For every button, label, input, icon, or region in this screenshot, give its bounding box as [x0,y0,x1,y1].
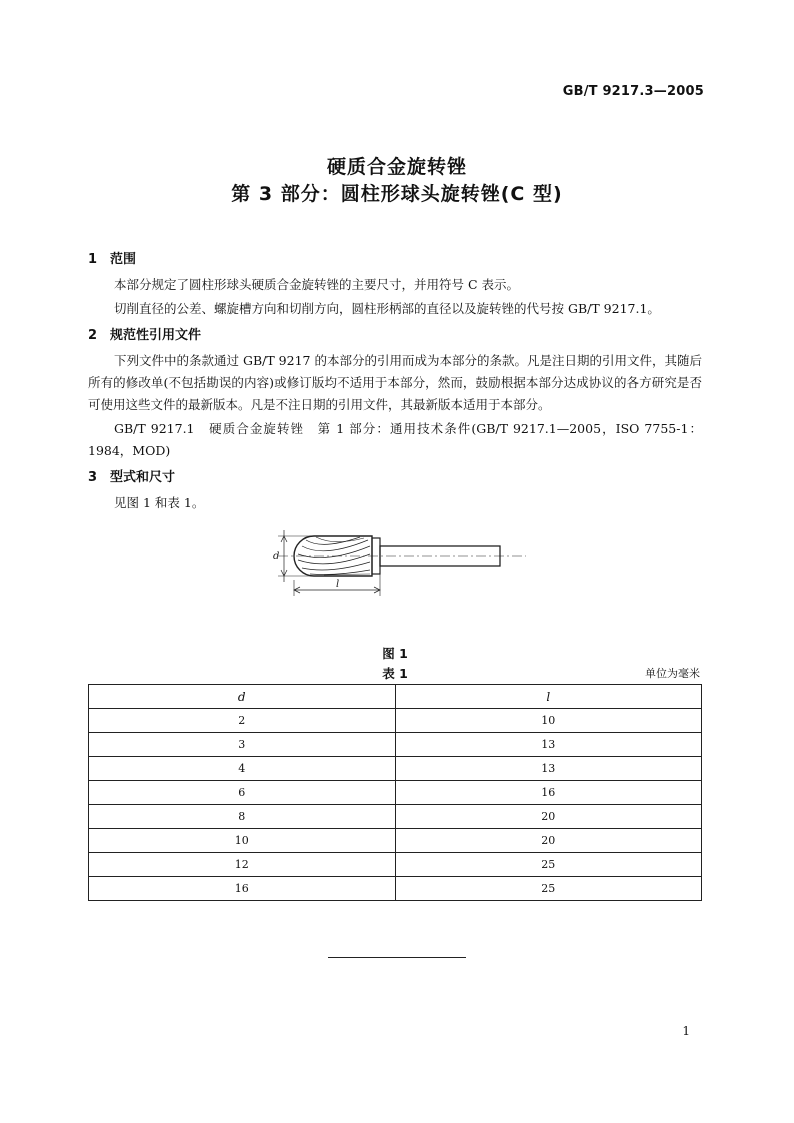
cell-d: 10 [89,829,396,853]
section-title: 范围 [110,252,137,267]
cell-l: 10 [395,709,702,733]
cell-l: 13 [395,757,702,781]
cell-d: 4 [89,757,396,781]
unit-label: 单位为毫米 [645,667,700,680]
section-number: 2 [88,328,98,343]
figure-caption: 图 1 [382,646,408,661]
dimension-label-d: d [273,551,280,562]
table-row [89,733,702,757]
paragraph: 见图 1 和表 1。 [114,495,205,510]
paragraph: 下列文件中的条款通过 GB/T 9217 的本部分的引用而成为本部分的条款。凡是注日期的引用文件，其随后所有的修改单(不包括勘误的内容)或修订版均不适用于本部分，然而，鼓励根据本部分达成协议的各方研究是否可使用这些文件的最新版本。凡是不注日期的引用文件，其最新版本适用于本部分。 [88,353,702,412]
document-title [0,154,794,208]
dimensions-table [88,684,702,901]
section-title: 型式和尺寸 [110,470,176,485]
table-row [89,805,702,829]
paragraph: 切削直径的公差、螺旋槽方向和切削方向，圆柱形柄部的直径以及旋转锉的代号按 GB/T 9217.1。 [114,301,660,316]
cell-d: 2 [89,709,396,733]
cell-l: 25 [395,877,702,901]
column-header-l: l [395,685,702,709]
cell-d: 8 [89,805,396,829]
section-number: 1 [88,252,98,267]
reference-entry: GB/T 9217.1 硬质合金旋转锉 第 1 部分：通用技术条件(GB/T 9217.1—2005，ISO 7755-1：1984，MOD) [88,421,702,458]
section-number: 3 [88,470,98,485]
table-header-row [89,685,702,709]
section-heading-dimensions [88,466,702,490]
cell-l: 20 [395,829,702,853]
dimension-label-l: l [336,579,340,590]
cell-l: 20 [395,805,702,829]
table-caption: 表 1 [382,666,408,681]
cell-d: 12 [89,853,396,877]
table-row [89,757,702,781]
section-heading-references [88,324,702,348]
table-caption-row [88,664,702,684]
table-row [89,829,702,853]
paragraph: 本部分规定了圆柱形球头硬质合金旋转锉的主要尺寸，并用符号 C 表示。 [114,277,520,292]
title-line-2: 第 3 部分：圆柱形球头旋转锉(C 型) [231,183,563,205]
cell-d: 16 [89,877,396,901]
table-row [89,781,702,805]
standard-code: GB/T 9217.3—2005 [562,84,704,99]
rotary-burr-drawing [264,524,534,604]
title-line-1: 硬质合金旋转锉 [326,156,467,178]
end-rule [328,957,466,958]
section-heading-scope [88,248,702,272]
cell-l: 13 [395,733,702,757]
table-row [89,853,702,877]
cell-d: 3 [89,733,396,757]
cell-d: 6 [89,781,396,805]
figure-1 [88,524,702,644]
section-title: 规范性引用文件 [110,328,202,343]
document-body [88,244,702,901]
cell-l: 25 [395,853,702,877]
table-row [89,709,702,733]
page-number: 1 [682,1024,690,1038]
table-row [89,877,702,901]
cell-l: 16 [395,781,702,805]
column-header-d: d [89,685,396,709]
